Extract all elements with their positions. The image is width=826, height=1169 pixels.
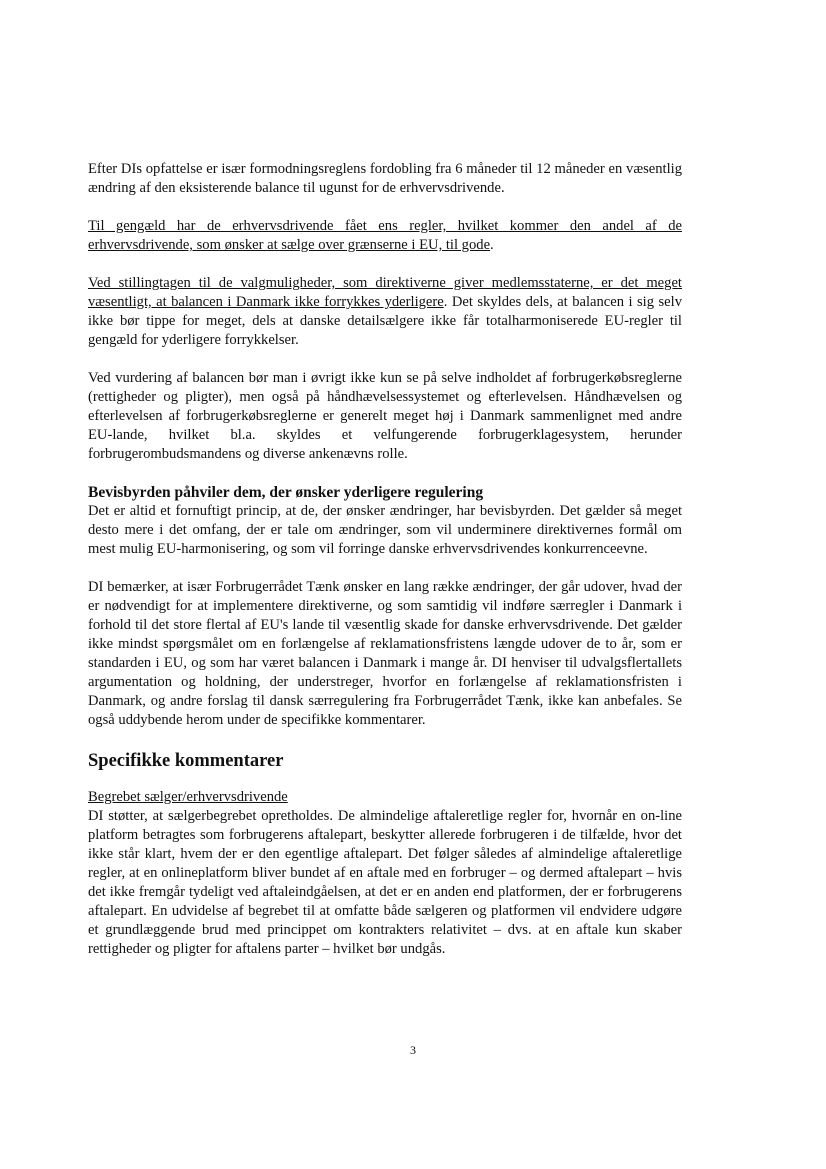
document-page bbox=[88, 160, 682, 959]
section-heading-bevisbyrden: Bevisbyrden påhviler dem, der ønsker yderligere regulering bbox=[88, 484, 484, 501]
paragraph-bevisbyrden: Det er altid et fornuftigt princip, at de, der ønsker ændringer, har bevisbyrden. Det gælder så meget desto mere i det omfang, der er tale om ændringer, som vil underminere direktivernes formål om mest mulig EU-harmonisering, og som vil forringe danske erhvervsdrivendes konkurrenceevne. bbox=[88, 503, 682, 557]
paragraph-rest: . Det skyldes dels, at balancen i sig selv ikke bør tippe for meget, dels at danske detailsælgere ikke får totalharmoniserede EU-regler til gengæld for yderligere forrykkelser. bbox=[88, 294, 682, 348]
underlined-text: Til gengæld har de erhvervsdrivende fået ens regler, hvilket kommer den andel af de erhvervsdrivende, som ønsker at sælge over grænserne i EU, til gode bbox=[88, 218, 682, 253]
paragraph-saelgerbegreb: DI støtter, at sælgerbegrebet opretholdes. De almindelige aftaleretlige regler for, hvornår en on-line platform betragtes som forbrugerens aftalepart, beskytter allerede forbrugeren i de tilfælde, hvor det ikke står klart, hvem der er den egentlige aftalepart. Det følger således af almindelige aftaleretlige regler, at en onlineplatform bliver bundet af en aftale med en forbruger – og dermed aftalepart – hvis det ikke fremgår tydeligt ved aftaleindgåelsen, at det er en anden end platformen, der er forbrugerens aftalepart. En udvidelse af begrebet til at omfatte både sælgeren og platformen vil endvidere udgøre et grundlæggende brud med princippet om kontrakters relativitet – dvs. at en aftale kun skaber rettigheder og pligter for aftalens parter – hvilket bør undgås. bbox=[88, 808, 682, 957]
paragraph-balance: Ved vurdering af balancen bør man i øvrigt ikke kun se på selve indholdet af forbrugerkøbsreglerne (rettigheder og pligter), men også på håndhævelsessystemet og efterlevelsen. Håndhævelsen og efterlevelsen af forbrugerkøbsreglerne er generelt meget høj i Danmark sammenlignet med andre EU-lande, hvilket bl.a. skyldes et velfungerende forbrugerklagesystem, herunder forbrugerombudsmandens og diverse ankenævns rolle. bbox=[88, 370, 682, 462]
paragraph-end: . bbox=[490, 237, 494, 253]
page-number: 3 bbox=[410, 1043, 416, 1057]
paragraph-forbrugerraadet: DI bemærker, at især Forbrugerrådet Tænk ønsker en lang række ændringer, der går udover, hvad der er nødvendigt for at implementere direktiverne, og som samtidig vil indføre særregler i Danmark i forhold til det store flertal af EU's lande til væsentlig skade for danske erhvervsdrivende. Det gælder ikke mindst spørgsmålet om en forlængelse af reklamationsfristens længde udover de to år, som er standarden i EU, og som har været balancen i Danmark i mange år. DI henviser til udvalgsflertallets argumentation og holdning, der understreger, hvorfor en forlængelse af reklamationsfristen i Danmark, og andre forslag til dansk særregulering fra Forbrugerrådet Tænk, ikke kan anbefales. Se også uddybende herom under de specifikke kommentarer. bbox=[88, 579, 682, 728]
underlined-text: Ved stillingtagen til de valgmuligheder, som direktiverne giver medlemsstaterne, er det meget væsentligt, at balancen i Danmark ikke forrykkes yderligere bbox=[88, 275, 682, 310]
subheading-saelger: Begrebet sælger/erhvervsdrivende bbox=[88, 789, 288, 805]
paragraph-ens-regler bbox=[88, 217, 682, 255]
paragraph-valgmuligheder bbox=[88, 274, 682, 350]
section-heading-specifikke: Specifikke kommentarer bbox=[88, 751, 284, 771]
paragraph-formodningsregel: Efter DIs opfattelse er især formodningsreglens fordobling fra 6 måneder til 12 måneder en væsentlig ændring af den eksisterende balance til ugunst for de erhvervsdrivende. bbox=[88, 161, 682, 196]
